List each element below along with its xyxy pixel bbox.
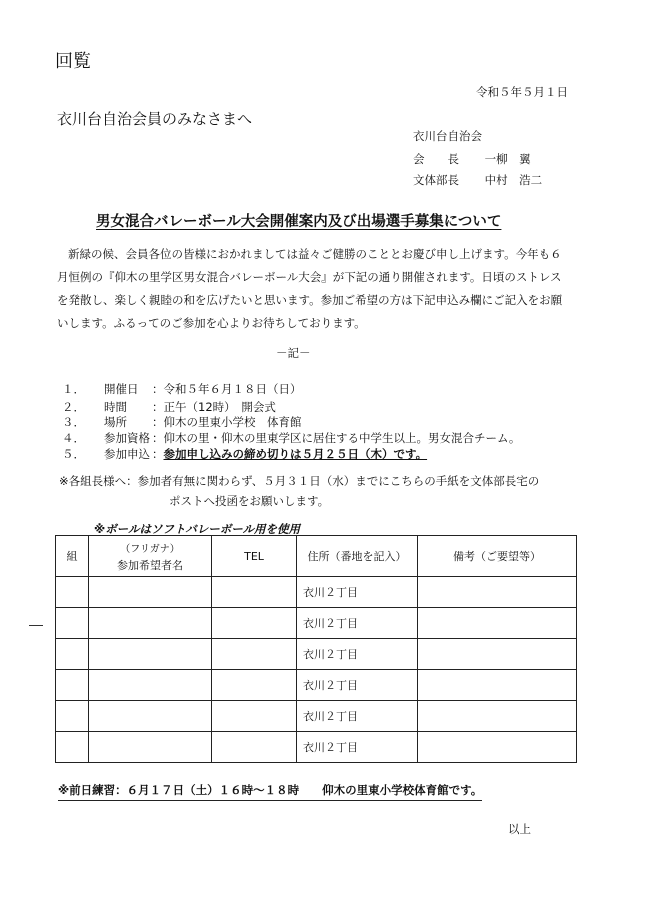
cell-name[interactable] — [89, 670, 212, 701]
item-label: 参加資格 — [104, 431, 150, 445]
cell-kumi[interactable] — [56, 608, 89, 639]
item-label: 参加申込 — [104, 447, 150, 461]
addressee: 衣川台自治会員のみなさまへ — [57, 110, 253, 128]
culture-name: 中村 浩二 — [484, 173, 543, 187]
item-value: ：仰木の里・仰木の里東学区に居住する中学生以上。男女混合チーム。 — [152, 431, 521, 445]
table-row — [56, 608, 577, 639]
scan-mark — [29, 625, 43, 626]
cell-name[interactable] — [89, 577, 212, 608]
item-value-prefix: ： — [152, 447, 164, 461]
cell-remarks[interactable] — [418, 732, 577, 763]
cell-name[interactable] — [89, 701, 212, 732]
cell-address[interactable]: 衣川２丁目 — [297, 608, 418, 639]
deadline-emphasis: 参加申し込みの締め切りは５月２５日（木）です。 — [163, 447, 428, 461]
document-heading: 男女混合バレーボール大会開催案内及び出場選手募集について — [96, 214, 502, 230]
item-value: ：仰木の里東小学校 体育館 — [152, 415, 302, 429]
header-name-label: 参加希望者名 — [117, 558, 183, 572]
cell-tel[interactable] — [212, 732, 297, 763]
cell-kumi[interactable] — [56, 577, 89, 608]
cell-remarks[interactable] — [418, 608, 577, 639]
body-line: いします。ふるってのご参加を心よりお待ちしております。 — [57, 316, 366, 330]
item-number: １． — [62, 382, 85, 396]
document-date: 令和５年５月１日 — [476, 85, 568, 99]
table-row — [56, 670, 577, 701]
item-number: ３． — [62, 415, 85, 429]
item-value: ：正午（12時） 開会式 — [152, 400, 276, 414]
cell-remarks[interactable] — [418, 701, 577, 732]
table-row — [56, 732, 577, 763]
cell-tel[interactable] — [212, 639, 297, 670]
president-title: 会 長 — [413, 152, 459, 166]
cell-tel[interactable] — [212, 577, 297, 608]
cell-name[interactable] — [89, 732, 212, 763]
cell-address[interactable]: 衣川２丁目 — [297, 670, 418, 701]
body-line: 新緑の候、会員各位の皆様におかれましては益々ご健勝のこととお慶び申し上げます。今年も６ — [68, 247, 562, 261]
body-line: を発散し、楽しく親睦の和を広げたいと思います。参加ご希望の方は下記申込み欄にご記入をお願 — [57, 293, 563, 307]
item-number: ４． — [62, 431, 85, 445]
header-address: 住所（番地を記入） — [297, 536, 418, 577]
cell-name[interactable] — [89, 639, 212, 670]
item-number: ２． — [62, 400, 85, 414]
cell-address[interactable]: 衣川２丁目 — [297, 701, 418, 732]
item-label: 時間 — [104, 400, 127, 414]
sender-president — [413, 151, 531, 167]
item-label: 場所 — [104, 415, 127, 429]
cell-kumi[interactable] — [56, 639, 89, 670]
practice-note: ※前日練習：６月１７日（土）１６時～１８時 仰木の里東小学校体育館です。 — [58, 782, 482, 801]
cell-remarks[interactable] — [418, 670, 577, 701]
header-name — [89, 536, 212, 577]
cell-kumi[interactable] — [56, 670, 89, 701]
sender-culture-head — [413, 172, 542, 188]
culture-title: 文体部長 — [413, 173, 459, 187]
table-row — [56, 701, 577, 732]
notice-line: ポストへ投函をお願いします。 — [169, 494, 330, 508]
cell-tel[interactable] — [212, 608, 297, 639]
cell-remarks[interactable] — [418, 639, 577, 670]
header-kumi: 組 — [56, 536, 89, 577]
closing-ijou: 以上 — [508, 822, 531, 836]
table-row — [56, 577, 577, 608]
notice-line: ※各組長様へ：参加者有無に関わらず、５月３１日（水）までにこちらの手紙を文体部長宅の — [59, 474, 540, 488]
cell-address[interactable]: 衣川２丁目 — [297, 577, 418, 608]
cell-name[interactable] — [89, 608, 212, 639]
ki-marker: －記－ — [276, 346, 311, 360]
cell-tel[interactable] — [212, 701, 297, 732]
header-remarks: 備考（ご要望等） — [418, 536, 577, 577]
item-value — [152, 446, 427, 462]
sender-org: 衣川台自治会 — [413, 129, 482, 143]
header-furigana: （フリガナ） — [120, 543, 180, 555]
header-tel: TEL — [212, 536, 297, 577]
application-table — [55, 535, 577, 763]
body-paragraph — [57, 243, 587, 335]
cell-tel[interactable] — [212, 670, 297, 701]
item-value: ：令和５年６月１８日（日） — [152, 382, 302, 396]
body-line: 月恒例の『仰木の里学区男女混合バレーボール大会』が下記の通り開催されます。日頃のストレス — [57, 270, 562, 284]
kumicho-notice — [59, 471, 539, 511]
cell-kumi[interactable] — [56, 701, 89, 732]
cell-address[interactable]: 衣川２丁目 — [297, 732, 418, 763]
kairan-label: 回覧 — [55, 51, 91, 72]
ball-note: ※ボールはソフトバレーボール用を使用 — [94, 522, 300, 536]
table-header-row — [56, 536, 577, 577]
item-label: 開催日 — [104, 382, 139, 396]
president-name: 一柳 翼 — [484, 152, 531, 166]
cell-remarks[interactable] — [418, 577, 577, 608]
table-row — [56, 639, 577, 670]
item-number: ５． — [62, 447, 85, 461]
cell-kumi[interactable] — [56, 732, 89, 763]
cell-address[interactable]: 衣川２丁目 — [297, 639, 418, 670]
